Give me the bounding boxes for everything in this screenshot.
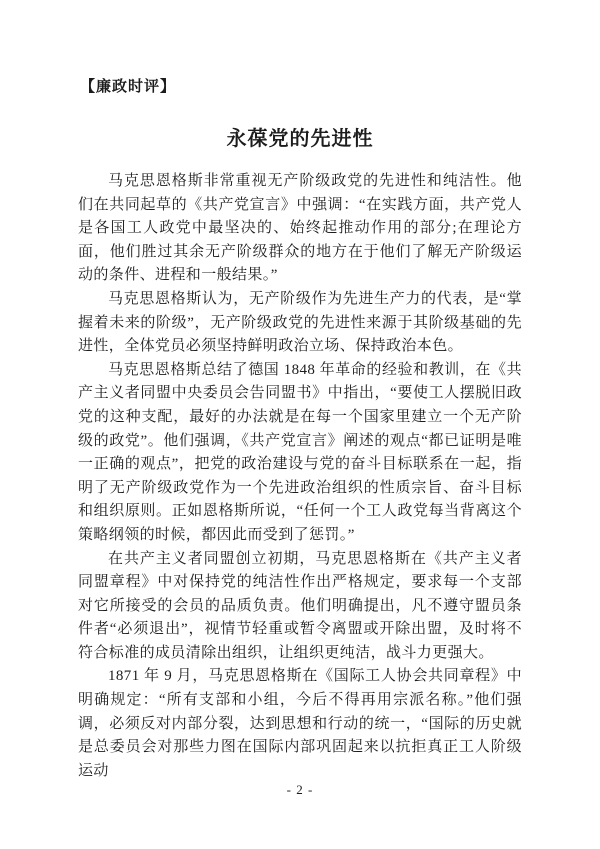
- section-header: 【廉政时评】: [80, 79, 177, 95]
- page-number: - 2 -: [286, 782, 314, 797]
- body-paragraph: 马克思恩格斯认为，无产阶级作为先进生产力的代表，是“掌握着未来的阶级”，无产阶级政党的先进性来源于其阶级基础的先进性，全体党员必须坚持鲜明政治立场、保持政治本色。: [78, 290, 522, 355]
- document-body: [78, 170, 522, 783]
- body-paragraph: 马克思恩格斯总结了德国 1848 年革命的经验和教训，在《共产主义者同盟中央委员会告同盟书》中指出，“要使工人摆脱旧政党的这种支配，最好的办法就是在每一个国家里建立一个无产阶级的政党”。他们强调，《共产党宣言》阐述的观点“都已证明是唯一正确的观点”，把党的政治建设与党的奋斗目标联系在一起，指明了无产阶级政党作为一个先进政治组织的性质宗旨、奋斗目标和组织原则。正如恩格斯所说，“任何一个工人政党每当背离这个策略纲领的时候，都因此而受到了惩罚。”: [78, 361, 522, 543]
- page-title: 永葆党的先进性: [226, 128, 374, 150]
- body-paragraph: 1871 年 9 月，马克思恩格斯在《国际工人协会共同章程》中明确规定：“所有支部和小组，今后不得再用宗派名称。”他们强调，必须反对内部分裂，达到思想和行动的统一，“国际的历史就是总委员会对那些力图在国际内部巩固起来以抗拒真正工人阶级运动: [78, 668, 522, 779]
- body-paragraph: 在共产主义者同盟创立初期，马克思恩格斯在《共产主义者同盟章程》中对保持党的纯洁性作出严格规定，要求每一个支部对它所接受的会员的品质负责。他们明确提出，凡不遵守盟员条件者“必须退出”，视情节轻重或暂令离盟或开除出盟，及时将不符合标准的成员清除出组织，让组织更纯洁，战斗力更强大。: [78, 550, 522, 661]
- body-paragraph: 马克思恩格斯非常重视无产阶级政党的先进性和纯洁性。他们在共同起草的《共产党宣言》中强调：“在实践方面，共产党人是各国工人政党中最坚决的、始终起推动作用的部分;在理论方面，他们胜过其余无产阶级群众的地方在于他们了解无产阶级运动的条件、进程和一般结果。”: [78, 173, 522, 284]
